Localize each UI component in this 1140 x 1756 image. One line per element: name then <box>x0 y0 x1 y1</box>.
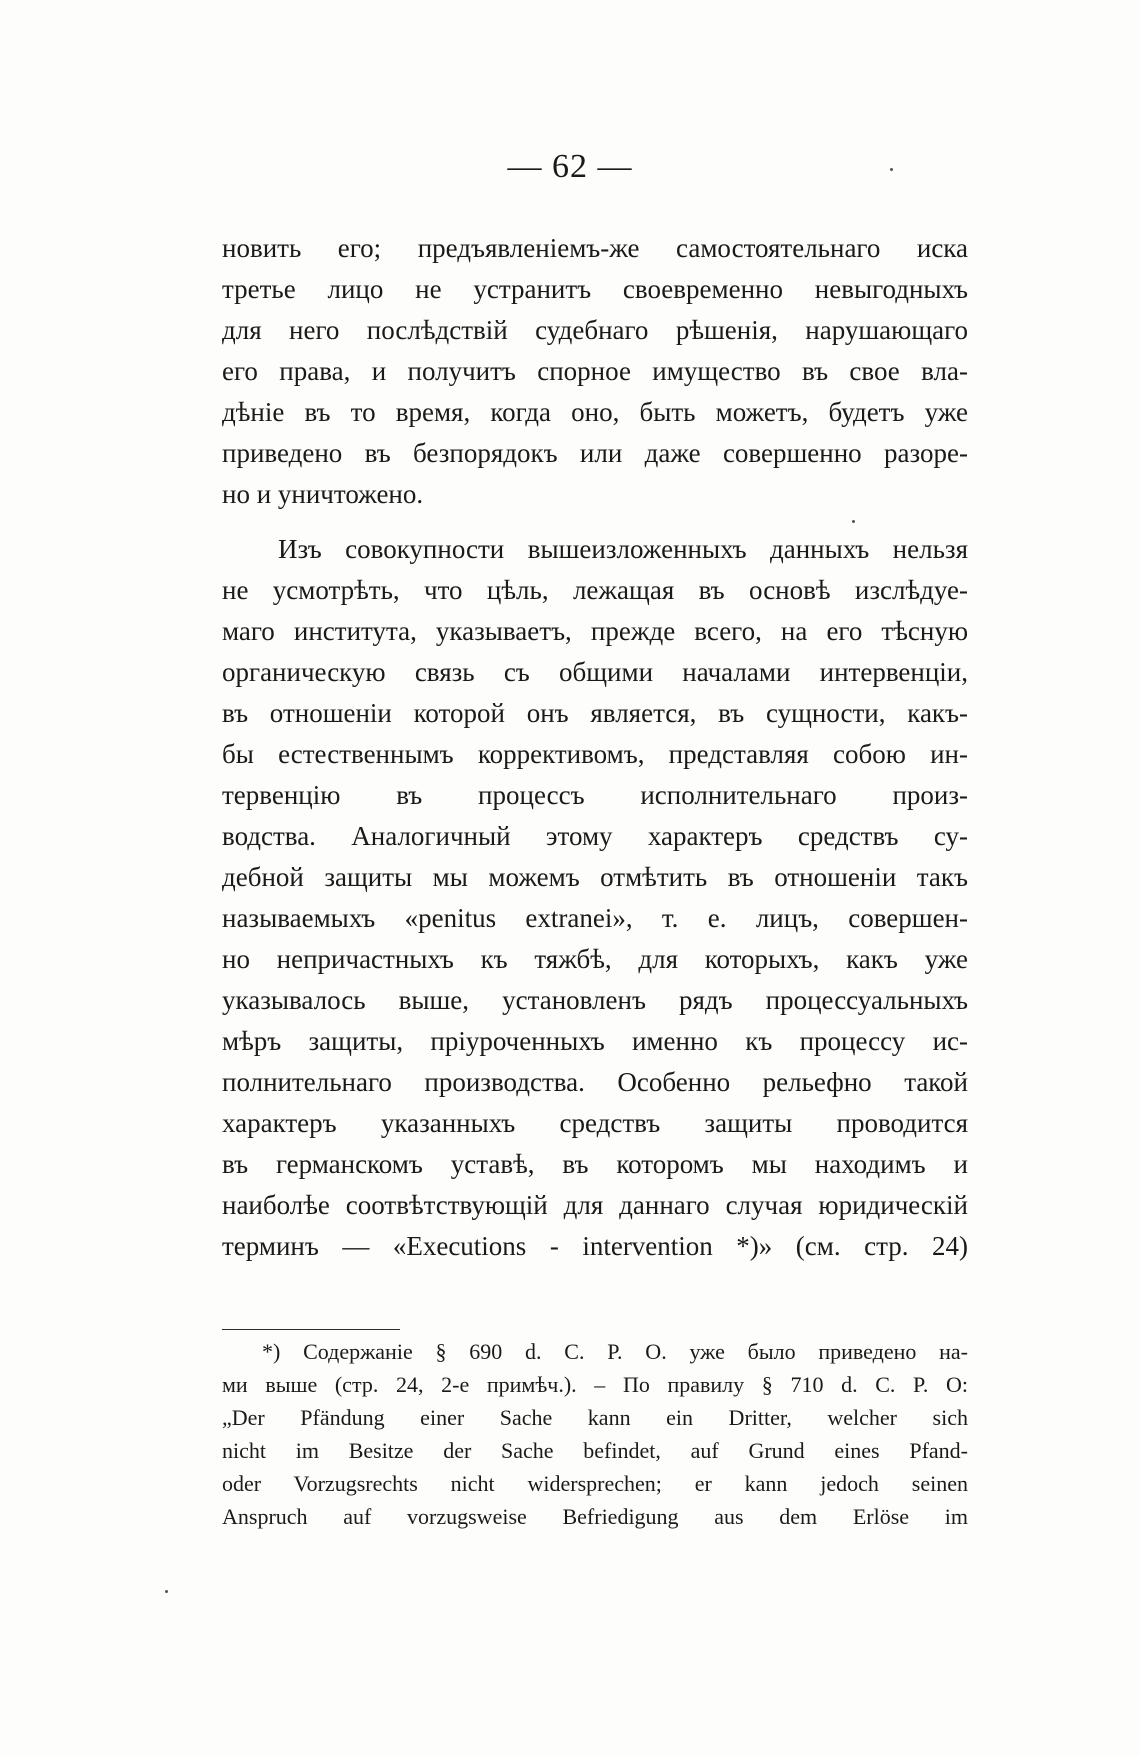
paper-speck <box>890 168 893 171</box>
text-line: наиболѣе соотвѣтствующій для даннаго случая юридическій <box>222 1190 968 1220</box>
text-line: называемыхъ «penitus extranei», т. е. лицъ, совершен- <box>222 903 968 933</box>
text-line: въ отношеніи которой онъ является, въ сущности, какъ- <box>222 698 968 728</box>
text-line: тервенцію въ процессъ исполнительнаго произ- <box>222 780 968 810</box>
paper-speck <box>852 520 855 523</box>
text-line: третье лицо не устранитъ своевременно невыгодныхъ <box>222 274 968 304</box>
paper-speck <box>165 1590 168 1593</box>
footnote-line: oder Vorzugsrechts nicht widersprechen; er kann jedoch seinen <box>222 1471 968 1496</box>
footnote-line: nicht im Besitze der Sache befindet, auf Grund eines Pfand- <box>222 1438 968 1463</box>
footnote-divider <box>222 1329 400 1330</box>
text-line: въ германскомъ уставѣ, въ которомъ мы находимъ и <box>222 1149 968 1179</box>
text-line: новить его; предъявленіемъ-же самостоятельнаго иска <box>222 233 968 263</box>
page-number: — 62 — <box>507 148 633 185</box>
text-line: для него послѣдствій судебнаго рѣшенія, нарушающаго <box>222 315 968 345</box>
text-line: не усмотрѣть, что цѣль, лежащая въ основѣ изслѣдуе- <box>222 575 968 605</box>
footnote-line: Anspruch auf vorzugsweise Befriedigung aus dem Erlöse im <box>222 1504 968 1529</box>
footnote <box>222 1335 968 1533</box>
text-line: Изъ совокупности вышеизложенныхъ данныхъ нельзя <box>278 534 968 564</box>
text-line: мѣръ защиты, пріуроченныхъ именно къ процессу ис- <box>222 1026 968 1056</box>
text-line: его права, и получитъ спорное имущество въ свое вла- <box>222 356 968 386</box>
footnote-line: „Der Pfändung einer Sache kann ein Dritter, welcher sich <box>222 1405 968 1430</box>
text-line: дѣніе въ то время, когда оно, быть можетъ, будетъ уже <box>222 397 968 427</box>
text-line: но непричастныхъ къ тяжбѣ, для которыхъ, какъ уже <box>222 944 968 974</box>
footnote-line: *) Содержаніе § 690 d. C. P. O. уже было приведено на- <box>262 1339 968 1364</box>
text-line: органическую связь съ общими началами интервенціи, <box>222 657 968 687</box>
text-line: маго института, указываетъ, прежде всего, на его тѣсную <box>222 616 968 646</box>
text-line: указывалось выше, установленъ рядъ процессуальныхъ <box>222 985 968 1015</box>
text-line: но и уничтожено. <box>222 479 424 509</box>
text-line: полнительнаго производства. Особенно рельефно такой <box>222 1067 968 1097</box>
footnote-line: ми выше (стр. 24, 2-е примѣч.). – По правилу § 710 d. C. P. O: <box>222 1372 968 1397</box>
text-line: приведено въ безпорядокъ или даже совершенно разоре- <box>222 438 968 468</box>
text-line: терминъ — «Executions - intervention *)» (см. стр. 24) <box>222 1231 968 1261</box>
text-line: водства. Аналогичный этому характеръ средствъ су- <box>222 821 968 851</box>
text-line: характеръ указанныхъ средствъ защиты проводится <box>222 1108 968 1138</box>
main-text <box>222 228 968 1267</box>
text-line: бы естественнымъ коррективомъ, представляя собою ин- <box>222 739 968 769</box>
text-line: дебной защиты мы можемъ отмѣтить въ отношеніи такъ <box>222 862 968 892</box>
